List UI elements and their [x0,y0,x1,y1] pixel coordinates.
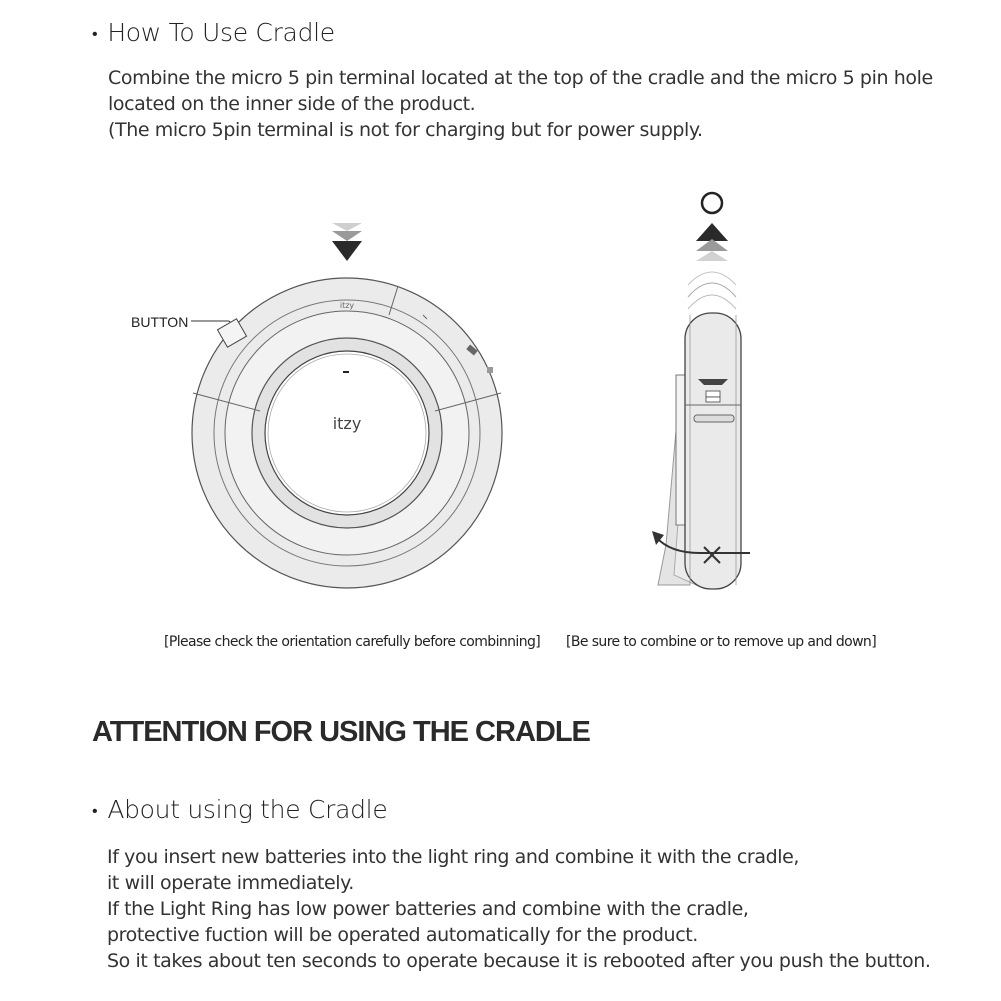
left-figure-caption: [Please check the orientation carefully before combinning] [164,634,541,650]
how-to-use-paragraph [108,65,933,143]
button-callout-label: BUTTON [131,314,189,330]
paragraph-line: it will operate immediately. [107,872,354,894]
bullet-icon: • [92,801,98,820]
side-view-figure [630,185,770,595]
about-cradle-heading [92,795,387,824]
paragraph-line: So it takes about ten seconds to operate because it is rebooted after you push the button. [107,950,931,972]
ring-top-logo-text: itzy [339,301,355,310]
attention-heading: ATTENTION FOR USING THE CRADLE [92,716,590,748]
correct-mark-icon [702,193,722,213]
paragraph-line: protective fuction will be operated automatically for the product. [107,924,698,946]
paragraph-line: If the Light Ring has low power batteries and combine with the cradle, [107,898,749,920]
how-to-use-title: How To Use Cradle [107,18,335,47]
paragraph-line: If you insert new batteries into the light ring and combine it with the cradle, [107,846,800,868]
right-figure-caption: [Be sure to combine or to remove up and down] [566,634,877,650]
ring-logo-text: itzy [332,414,362,433]
how-to-use-heading [92,18,335,47]
paragraph-line: (The micro 5pin terminal is not for charging but for power supply. [108,119,703,141]
paragraph-line: located on the inner side of the product. [108,93,476,115]
about-cradle-paragraph [107,844,931,974]
up-arrow-icon [696,223,728,261]
about-cradle-title: About using the Cradle [107,795,388,824]
down-arrow-icon [332,223,362,261]
ring-top-view-figure [185,215,515,605]
bullet-icon: • [92,24,98,43]
paragraph-line: Combine the micro 5 pin terminal located at the top of the cradle and the micro 5 pin hole [108,67,933,89]
